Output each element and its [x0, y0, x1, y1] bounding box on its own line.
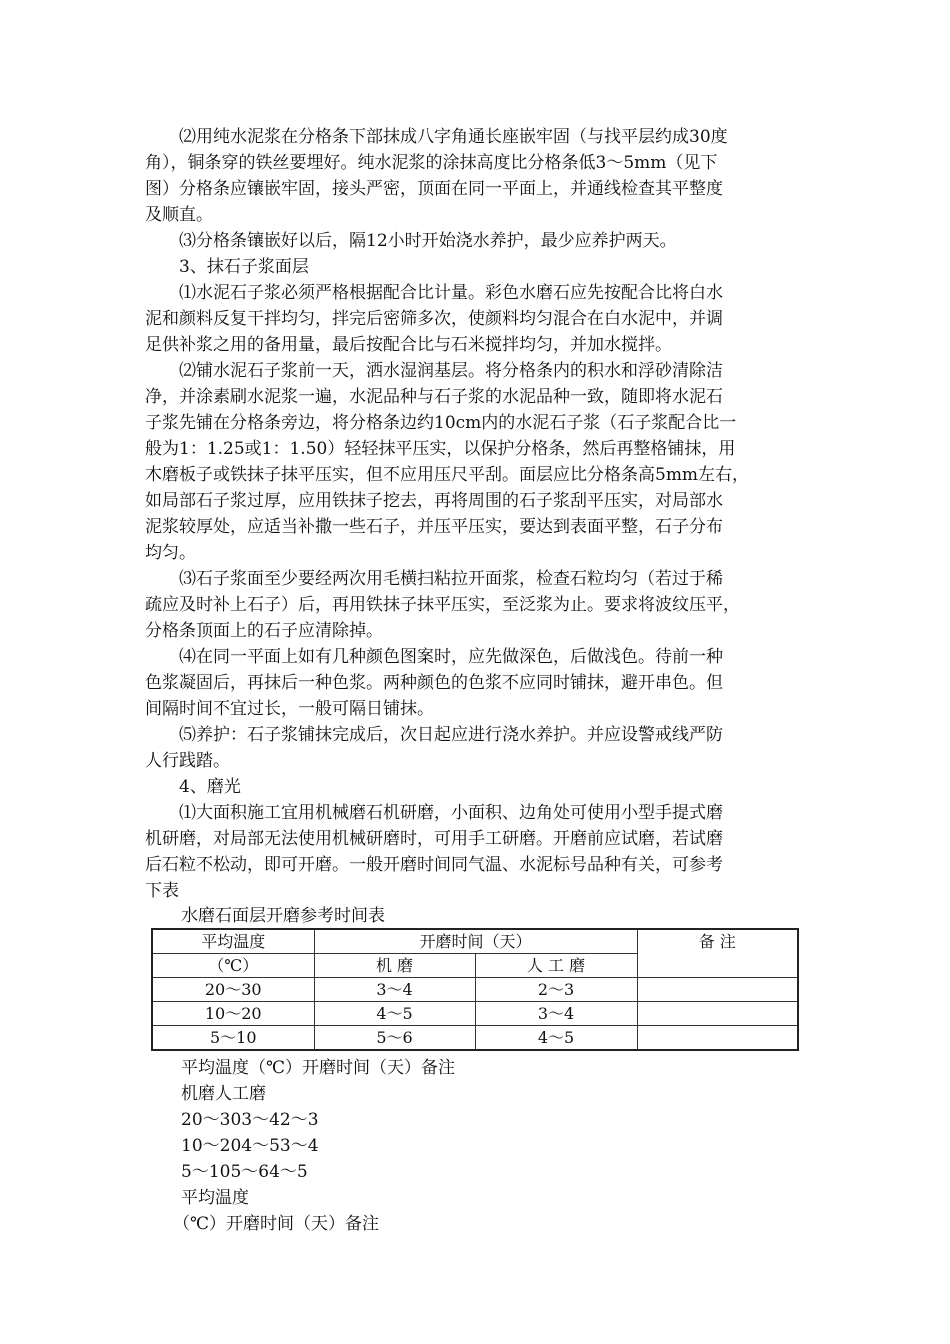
tail-line: 机磨人工磨	[181, 1084, 266, 1104]
text-line: 净，并涂素刷水泥浆一遍，水泥品种与石子浆的水泥品种一致，随即将水泥石	[145, 387, 723, 407]
tail-line: （℃）开磨时间（天）备注	[173, 1214, 380, 1234]
text-line: 泥和颜料反复干拌均匀，拌完后密筛多次，使颜料均匀混合在白水泥中，并调	[145, 309, 723, 329]
text-line: 般为1：1.25或1：1.50）轻轻抹平压实，以保护分格条，然后再整格铺抹，用	[145, 439, 736, 459]
tail-line: 平均温度（℃）开磨时间（天）备注	[181, 1058, 456, 1078]
header-time: 开磨时间（天）	[314, 929, 637, 954]
text-line: 及顺直。	[145, 205, 213, 225]
cell-manual: 3～4	[475, 1002, 637, 1026]
paragraph-s2	[145, 358, 811, 566]
header-temp-1: 平均温度	[152, 929, 314, 954]
paragraph-s3	[145, 566, 811, 644]
paragraph-m1	[145, 800, 811, 904]
text-line: 均匀。	[145, 543, 196, 563]
text-line: 木磨板子或铁抹子抹平压实，但不应用压尺平刮。面层应比分格条高5mm左右，	[145, 465, 750, 485]
text-line: 机研磨，对局部无法使用机械研磨时，可用手工研磨。开磨前应试磨，若试磨	[145, 829, 723, 849]
text-line: 泥浆较厚处，应适当补撒一些石子，并压平压实，要达到表面平整，石子分布	[145, 517, 723, 537]
cell-manual: 4～5	[475, 1026, 637, 1051]
header-manual: 人 工 磨	[475, 954, 637, 978]
header-temp-2: （℃）	[152, 954, 314, 978]
text-line: 人行践踏。	[145, 751, 230, 771]
tail-line: 平均温度	[181, 1188, 249, 1208]
cell-machine: 5～6	[314, 1026, 475, 1051]
section-heading-3: 3、抹石子浆面层	[179, 257, 309, 277]
document-page	[145, 124, 811, 1237]
table-row	[152, 1002, 798, 1026]
header-note: 备 注	[637, 929, 798, 978]
cell-note	[637, 978, 798, 1002]
paragraph-2	[145, 124, 811, 228]
text-line: 图）分格条应镶嵌牢固，接头严密，顶面在同一平面上，并通线检查其平整度	[145, 179, 723, 199]
section-heading-4: 4、磨光	[179, 777, 241, 797]
cell-machine: 4～5	[314, 1002, 475, 1026]
text-line: ⑷在同一平面上如有几种颜色图案时，应先做深色，后做浅色。待前一种	[179, 647, 723, 667]
text-line: 角），铜条穿的铁丝要埋好。纯水泥浆的涂抹高度比分格条低3～5mm（见下	[145, 153, 718, 173]
paragraph-3	[145, 228, 811, 254]
text-line: ⑴水泥石子浆必须严格根据配合比计量。彩色水磨石应先按配合比将白水	[179, 283, 723, 303]
cell-note	[637, 1026, 798, 1051]
paragraph-s4	[145, 644, 811, 722]
text-line: 如局部石子浆过厚，应用铁抹子挖去，再将周围的石子浆刮平压实，对局部水	[145, 491, 723, 511]
text-line: 后石粒不松动，即可开磨。一般开磨时间同气温、水泥标号品种有关，可参考	[145, 855, 723, 875]
paragraph-s5	[145, 722, 811, 774]
text-line: 间隔时间不宜过长，一般可隔日铺抹。	[145, 699, 434, 719]
text-line: 下表	[145, 881, 179, 901]
table-row	[152, 978, 798, 1002]
text-line: 色浆凝固后，再抹后一种色浆。两种颜色的色浆不应同时铺抹，避开串色。但	[145, 673, 723, 693]
tail-line: 20～303～42～3	[181, 1110, 319, 1130]
text-line: 疏应及时补上石子）后，再用铁抹子抹平压实，至泛浆为止。要求将波纹压平，	[145, 595, 740, 615]
text-line: ⑶石子浆面至少要经两次用毛横扫粘拉开面浆，检查石粒均匀（若过于稀	[179, 569, 723, 589]
table-caption: 水磨石面层开磨参考时间表	[181, 906, 385, 926]
tail-line: 10～204～53～4	[181, 1136, 319, 1156]
cell-temp: 10～20	[152, 1002, 314, 1026]
table-row	[152, 1026, 798, 1051]
text-line: 子浆先铺在分格条旁边，将分格条边约10cm内的水泥石子浆（石子浆配合比一	[145, 413, 737, 433]
tail-line: 5～105～64～5	[181, 1162, 308, 1182]
cell-temp: 5～10	[152, 1026, 314, 1051]
cell-manual: 2～3	[475, 978, 637, 1002]
text-line: ⑵用纯水泥浆在分格条下部抹成八字角通长座嵌牢固（与找平层约成30度	[179, 127, 728, 147]
cell-temp: 20～30	[152, 978, 314, 1002]
text-line: 分格条顶面上的石子应清除掉。	[145, 621, 383, 641]
text-line: ⑵铺水泥石子浆前一天，洒水湿润基层。将分格条内的积水和浮砂清除洁	[179, 361, 723, 381]
text-line: ⑴大面积施工宜用机械磨石机研磨，小面积、边角处可使用小型手提式磨	[179, 803, 723, 823]
paragraph-s1	[145, 280, 811, 358]
text-line: 足供补浆之用的备用量，最后按配合比与石米搅拌均匀，并加水搅拌。	[145, 335, 672, 355]
text-line: ⑶分格条镶嵌好以后，隔12小时开始浇水养护，最少应养护两天。	[179, 231, 677, 251]
header-machine: 机 磨	[314, 954, 475, 978]
table-header-row	[152, 929, 798, 954]
cell-machine: 3～4	[314, 978, 475, 1002]
text-line: ⑸养护：石子浆铺抹完成后，次日起应进行浇水养护。并应设警戒线严防	[179, 725, 723, 745]
cell-note	[637, 1002, 798, 1026]
grinding-time-table	[151, 928, 799, 1051]
tail-text-block	[145, 1055, 811, 1237]
